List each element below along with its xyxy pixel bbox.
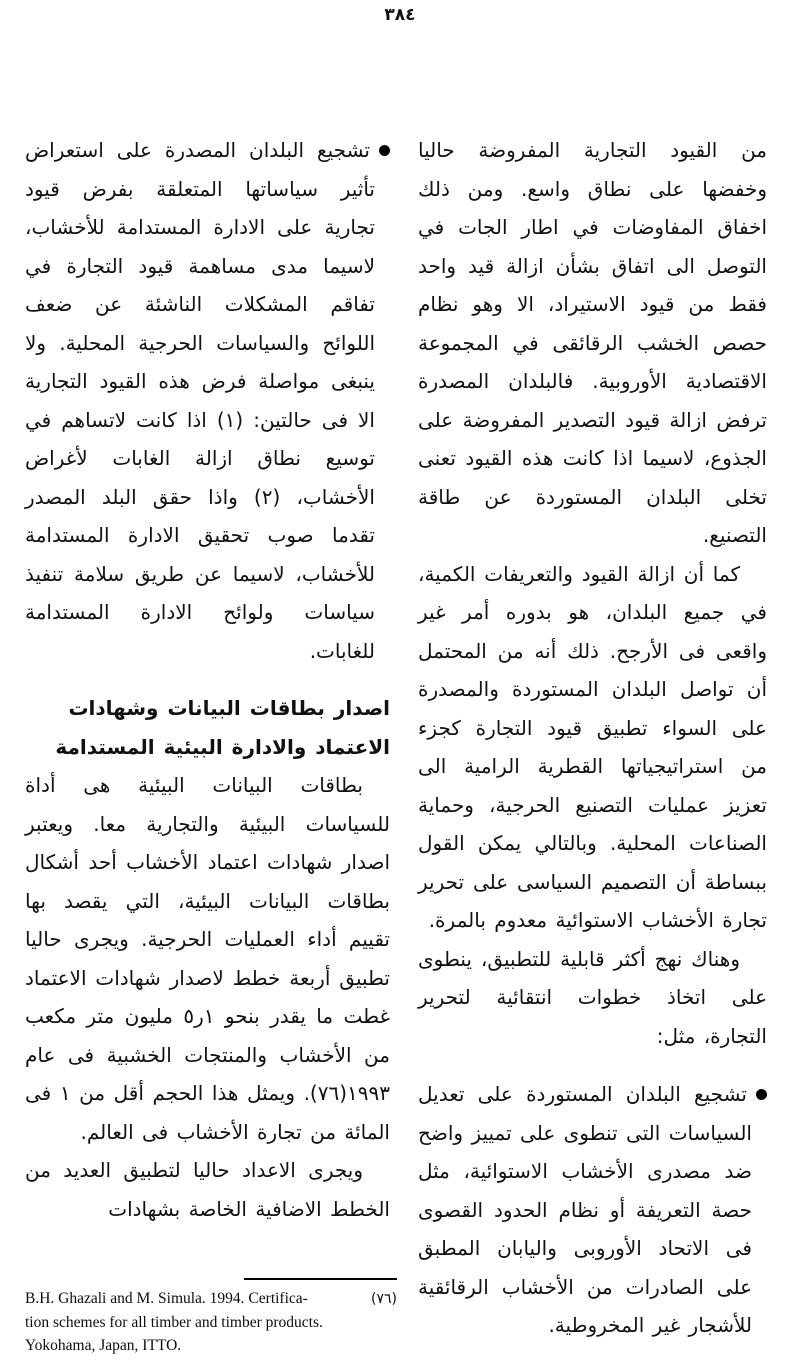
section-heading — [25, 689, 390, 766]
footnote-line-1 — [25, 1287, 397, 1311]
footnote-marker: (٧٦) — [371, 1291, 397, 1307]
column-right — [418, 131, 767, 1345]
bullet-text: تشجيع البلدان المصدرة على استعراض تأثير سياساتها المتعلقة بفرض قيود تجارية على الادارة المستدامة للأخشاب، لاسيما مدى مساهمة قيود التجارة في تفاقم المشكلات الناشئة عن ضعف اللوائح والسياسات الحرجية المحلية. ولا ينبغى مواصلة فرض هذه القيود التجارية الا فى حالتين: (١) اذا كانت لاتساهم في توسيع نطاق ازالة الغابات لأغراض الأخشاب، (٢) واذا حقق البلد المصدر تقدما صوب تحقيق الادارة المستدامة للأخشاب، لاسيما عن طريق سلامة تنفيذ سياسات ولوائح الادارة المستدامة للغابات. — [25, 138, 375, 663]
footnote-line-2: tion schemes for all timber and timber products. — [25, 1314, 323, 1331]
section-heading-line2: الاعتماد والادارة البيئية المستدامة — [55, 734, 390, 759]
bullet-item-exporting-countries — [25, 131, 390, 670]
page-number: ٣٨٤ — [384, 5, 416, 25]
bullet-icon — [379, 145, 390, 156]
paragraph-quota-removal: كما أن ازالة القيود والتعريفات الكمية، في جميع البلدان، هو بدوره أمر غير واقعى فى الأرجح. ذلك أنه من المحتمل أن تواصل البلدان المستوردة والمصدرة على السواء تطبيق قيود التجارة كجزء من استراتيجياتها القطرية الرامية الى تعزيز عمليات التصنيع الحرجية، وحماية الصناعات المحلية. وبالتالي يمكن القول ببساطة أن التصميم السياسى على تحرير تجارة الأخشاب الاستوائية معدوم بالمرة. — [418, 561, 767, 932]
footnote — [25, 1278, 397, 1357]
footnote-line-3: Yokohama, Japan, ITTO. — [25, 1337, 182, 1354]
paragraph-additional-schemes: ويجرى الاعداد حاليا لتطبيق العديد من الخطط الاضافية الخاصة بشهادات — [25, 1158, 390, 1221]
paragraph-trade-restrictions: من القيود التجارية المفروضة حاليا وخفضها على نطاق واسع. ومن ذلك اخفاق المفاوضات في اطار الجات في التوصل الى اتفاق بشأن ازالة قيد واحد فقط من قيود الاستيراد، الا وهو نظام حصص الخشب الرقائقى في المجموعة الاقتصادية الأوروبية. فالبلدان المصدرة ترفض ازالة قيود التصدير المفروضة على الجذوع، لاسيما اذا كانت هذه القيود تعنى تخلى البلدان المستوردة عن طاقة التصنيع. — [418, 138, 767, 547]
bullet-icon — [756, 1089, 767, 1100]
footnote-citation-start: B.H. Ghazali and M. Simula. 1994. Certifica- — [25, 1290, 308, 1307]
footnote-separator — [244, 1278, 397, 1280]
bullet-item-importing-countries — [418, 1075, 767, 1345]
bullet-text: تشجيع البلدان المستوردة على تعديل السياسات التى تنطوى على تمييز واضح ضد مصدرى الأخشاب الاستوائية، مثل حصة التعريفة أو نظام الحدود القصوى فى الاتحاد الأوروبى واليابان المطبق على الصادرات من الأخشاب الرقائقية للأشجار غير المخروطية. — [417, 1082, 752, 1337]
paragraph-selective-steps: وهناك نهج أكثر قابلية للتطبيق، ينطوى على اتخاذ خطوات انتقائية لتحرير التجارة، مثل: — [418, 946, 767, 1048]
paragraph-eco-labelling: بطاقات البيانات البيئية هى أداة للسياسات البيئية والتجارية معا. ويعتبر اصدار شهادات اعتماد الأخشاب أحد أشكال بطاقات البيانات البيئية، التي يقصد بها تقييم أداء العمليات الحرجية. ويجرى حاليا تطبيق أربعة خطط لاصدار شهادات الاعتماد غطت ما يقدر بنحو ١ر٥ مليون متر مكعب من الأخشاب والمنتجات الخشبية فى عام ١٩٩٣(٧٦). ويمثل هذا الحجم أقل من ١ فى المائة من تجارة الأخشاب فى العالم. — [25, 773, 390, 1144]
column-left — [25, 131, 390, 1228]
section-heading-line1: اصدار بطاقات البيانات وشهادات — [68, 696, 390, 720]
